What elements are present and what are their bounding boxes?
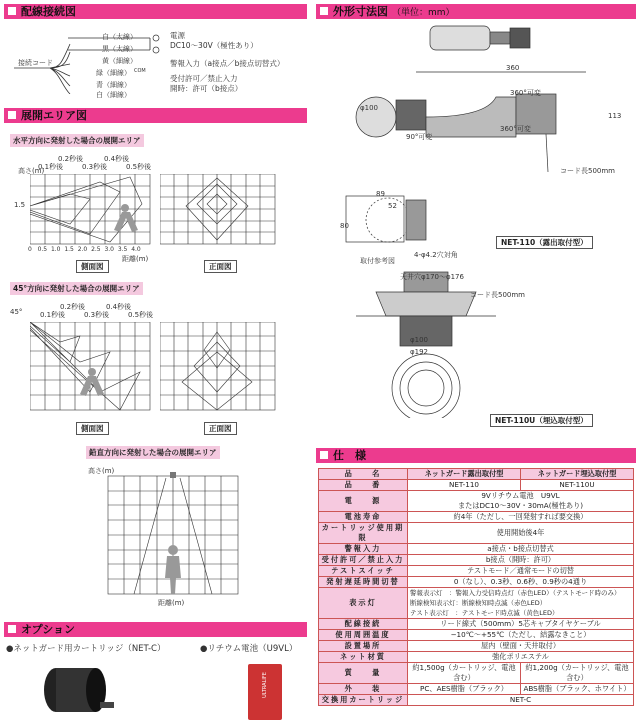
spec-key: ネット材質 xyxy=(319,652,408,663)
spec-key: 使用周囲温度 xyxy=(319,630,408,641)
spec-section-header xyxy=(316,448,636,463)
spec-value: NET-C xyxy=(408,695,634,706)
dim-cord: コード長500mm xyxy=(560,167,615,175)
power-title: 電源 xyxy=(170,31,185,40)
horizontal-coverage-title: 水平方向に発射した場合の展開エリア xyxy=(10,134,144,147)
spec-key: 警報入力 xyxy=(319,544,408,555)
dim-rot90: 90°可変 xyxy=(406,133,433,141)
wire-label-2: 黒（太線） xyxy=(102,45,137,53)
time-01-b: 0.1秒後 xyxy=(40,311,66,319)
spec-value: b接点（開時：許可） xyxy=(408,555,634,566)
dimensions-unit: （単位：mm） xyxy=(392,8,455,18)
net110u-caption: NET-110U（埋込取付型） xyxy=(490,414,593,427)
spec-key: 配線接続 xyxy=(319,619,408,630)
time-03-a: 0.3秒後 xyxy=(82,163,108,171)
ylabel-a: 高さ(m) xyxy=(18,167,45,175)
tick: 2.0 xyxy=(77,246,88,253)
time-03-b: 0.3秒後 xyxy=(84,311,110,319)
com-label: COM xyxy=(134,68,146,74)
cord-label: 接続コード xyxy=(18,59,53,67)
spec-value: ABS樹脂（ブラック、ホワイト） xyxy=(521,684,634,695)
xticks-a xyxy=(28,246,141,253)
person-figure xyxy=(165,545,181,594)
tick: 1.5 xyxy=(64,246,74,253)
time-01-a: 0.1秒後 xyxy=(38,163,64,171)
spec-key: 電 源 xyxy=(319,491,408,512)
spec-key: テストスイッチ xyxy=(319,566,408,577)
net110-caption: NET-110（露出取付型） xyxy=(496,236,593,249)
dimensions-section-header xyxy=(316,4,636,19)
spec-col-1: ネットガード露出取付型 xyxy=(408,469,521,480)
wire-label-1: 白（太線） xyxy=(102,33,137,41)
wire-label-5: 青（細線） xyxy=(96,81,131,89)
spec-value: NET-110 xyxy=(408,480,521,491)
spec-value: NET-110U xyxy=(521,480,634,491)
tick: 0.5 xyxy=(37,246,48,253)
spec-row xyxy=(319,630,634,641)
spec-value: PC、AES樹脂（ブラック） xyxy=(408,684,521,695)
dimension-drawing-net110 xyxy=(316,22,636,267)
spec-key: 交換用カートリッジ xyxy=(319,695,408,706)
square-icon xyxy=(320,451,328,459)
spec-table xyxy=(318,468,634,706)
cartridge-image xyxy=(40,660,120,720)
vertical-grid xyxy=(104,472,244,597)
spec-key: 設置場所 xyxy=(319,641,408,652)
dim-rot360-a: 360°可変 xyxy=(510,89,541,97)
dim-rot360-b: 360°可変 xyxy=(500,125,531,133)
spec-key: 品 名 xyxy=(319,469,408,480)
side-view-grid-a xyxy=(30,174,155,246)
spec-key: 発射遅延時間切替 xyxy=(319,577,408,588)
spec-key: 外 装 xyxy=(319,684,408,695)
dim-ref: 取付参考図 xyxy=(360,257,395,265)
person-figure xyxy=(114,204,138,232)
side-view-grid-b xyxy=(30,322,155,414)
coverage-section-header xyxy=(4,108,307,123)
dim-phi192: φ192 xyxy=(410,348,428,356)
wiring-title: 配線接続図 xyxy=(21,5,76,18)
battery-image xyxy=(248,664,282,720)
spec-value: 約4年（ただし、一回発射すれば要交換） xyxy=(408,512,634,523)
ylabel-c: 高さ(m) xyxy=(88,467,115,475)
spec-key: 表示灯 xyxy=(319,588,408,619)
tick: 3.0 xyxy=(104,246,114,253)
front-view-caption-b: 正面図 xyxy=(204,422,237,435)
option-battery: ●リチウム電池（U9VL） xyxy=(200,644,298,654)
mark-height-a: 1.5 xyxy=(14,201,26,209)
spec-row xyxy=(319,652,634,663)
sensor-icon xyxy=(170,472,176,478)
front-view-grid-a xyxy=(160,174,280,246)
spec-row xyxy=(319,480,634,491)
time-05-a: 0.5秒後 xyxy=(126,163,152,171)
xlabel-a: 距離(m) xyxy=(122,255,149,263)
spec-row xyxy=(319,491,634,512)
dim-360: 360 xyxy=(506,64,520,72)
tick: 1.0 xyxy=(50,246,61,253)
spec-key: 電池寿命 xyxy=(319,512,408,523)
accept-input-label: 受付許可／禁止入力 xyxy=(170,74,238,83)
square-icon xyxy=(8,111,16,119)
spec-row xyxy=(319,663,634,684)
spec-key: 質 量 xyxy=(319,663,408,684)
spec-value: 9Vリチウム電池 U9VL またはDC10〜30V・30mA(極性あり) xyxy=(408,491,634,512)
options-title: オプション xyxy=(21,623,76,636)
spec-row xyxy=(319,619,634,630)
spec-row xyxy=(319,641,634,652)
dim-phi100b: φ100 xyxy=(410,336,428,344)
side-view-caption-a: 側面図 xyxy=(76,260,109,273)
spec-value: 警報表示灯 ：警報入力受信時点灯（赤色LED）（テストモード時のみ） 断線検知表示灯：断線検知時点滅（赤色LED） テスト表示灯 ：テストモード時点滅（黄色LED） xyxy=(408,588,634,619)
option-cartridge: ●ネットガード用カートリッジ（NET-C） xyxy=(6,644,166,654)
options-section-header xyxy=(4,622,307,637)
dim-ceiling-hole: 天井穴φ170〜φ176 xyxy=(400,273,464,281)
wiring-section-header xyxy=(4,4,307,19)
tick: 2.5 xyxy=(91,246,101,253)
spec-value: 約1,200g（カートリッジ、電池含む） xyxy=(521,663,634,684)
square-icon xyxy=(8,7,16,15)
tick: 4.0 xyxy=(131,246,141,253)
square-icon xyxy=(8,625,16,633)
spec-row xyxy=(319,577,634,588)
vertical-coverage-title: 鉛直方向に発射した場合の展開エリア xyxy=(86,446,220,459)
tick: 0 xyxy=(28,246,32,253)
spec-col-2: ネットガード埋込取付型 xyxy=(521,469,634,480)
time-04-b: 0.4秒後 xyxy=(106,303,132,311)
spec-key: 受付許可／禁止入力 xyxy=(319,555,408,566)
time-02-b: 0.2秒後 xyxy=(60,303,86,311)
person-figure xyxy=(80,368,104,396)
time-05-b: 0.5秒後 xyxy=(128,311,154,319)
dim-phi100: φ100 xyxy=(360,104,378,112)
spec-value: −10℃〜+55℃（ただし、結露なきこと） xyxy=(408,630,634,641)
spec-head-row xyxy=(319,469,634,480)
dim-hole: 4-φ4.2穴対角 xyxy=(414,251,458,259)
battery-brand: ULTRALIFE xyxy=(262,672,268,698)
dim-80: 80 xyxy=(340,222,349,230)
spec-key: 品 番 xyxy=(319,480,408,491)
spec-row xyxy=(319,523,634,544)
spec-value: 約1,500g（カートリッジ、電池含む） xyxy=(408,663,521,684)
spec-value: リード線式（500mm）5芯キャブタイヤケーブル xyxy=(408,619,634,630)
dim-cord2: コード長500mm xyxy=(470,291,525,299)
spec-value: 使用開始後4年 xyxy=(408,523,634,544)
coverage-title: 展開エリア図 xyxy=(21,109,87,122)
power-detail: DC10〜30V（極性あり） xyxy=(170,41,258,50)
spec-value: 強化ポリエステル xyxy=(408,652,634,663)
square-icon xyxy=(320,7,328,15)
spec-row xyxy=(319,555,634,566)
dim-52: 52 xyxy=(388,202,397,210)
spec-key: カートリッジ使用期限 xyxy=(319,523,408,544)
time-04-a: 0.4秒後 xyxy=(104,155,130,163)
dim-113: 113 xyxy=(608,112,622,120)
angle45-coverage-title: 45°方向に発射した場合の展開エリア xyxy=(10,282,143,295)
spec-value: 屋内（壁面・天井取付） xyxy=(408,641,634,652)
time-02-a: 0.2秒後 xyxy=(58,155,84,163)
spec-row xyxy=(319,588,634,619)
spec-row xyxy=(319,695,634,706)
spec-row xyxy=(319,684,634,695)
dim-89: 89 xyxy=(376,190,385,198)
spec-value: 0（なし）、0.3秒、0.6秒、0.9秒の4通り xyxy=(408,577,634,588)
dimensions-title: 外形寸法図 xyxy=(333,5,388,18)
front-view-caption-a: 正面図 xyxy=(204,260,237,273)
spec-title: 仕 様 xyxy=(333,449,366,462)
wire-label-3: 黄（細線） xyxy=(102,57,137,65)
front-view-grid-b xyxy=(160,322,280,414)
spec-row xyxy=(319,512,634,523)
xlabel-c: 距離(m) xyxy=(158,599,185,607)
tick: 3.5 xyxy=(117,246,128,253)
side-view-caption-b: 側面図 xyxy=(76,422,109,435)
spec-row xyxy=(319,544,634,555)
spec-value: テストモード／通常モードの切替 xyxy=(408,566,634,577)
spec-row xyxy=(319,566,634,577)
wire-label-4: 緑（細線） xyxy=(96,69,131,77)
spec-value: a接点・b接点切替式 xyxy=(408,544,634,555)
accept-open-label: 開時：許可（b接点） xyxy=(170,84,243,93)
angle45-label: 45° xyxy=(10,308,23,316)
alarm-input-label: 警報入力（a接点／b接点切替式） xyxy=(170,59,285,68)
wire-label-6: 白（細線） xyxy=(96,91,131,99)
